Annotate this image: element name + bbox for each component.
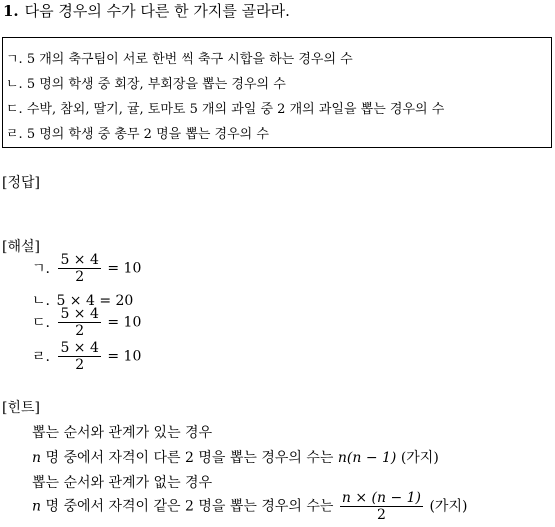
question: [3, 0, 290, 21]
question-text: 다음 경우의 수가 다른 한 가지를 골라라.: [24, 2, 290, 20]
hint-unordered-unit: (가지): [425, 498, 468, 515]
hint-ordered-title: 뽑는 순서와 관계가 있는 경우: [32, 425, 213, 441]
solution-4-label: ㄹ.: [32, 348, 50, 365]
solution-1-fraction: [58, 252, 100, 285]
solution-1: [32, 252, 141, 285]
hint-unordered-line: [32, 490, 467, 523]
solution-4-fraction: [58, 340, 100, 373]
hint-ordered-n: n: [32, 450, 42, 466]
solution-3-label: ㄷ.: [32, 314, 50, 331]
solution-1-numerator: 5 × 4: [60, 252, 99, 268]
solution-3: [32, 306, 141, 339]
hint-ordered-formula: n(n − 1): [337, 450, 397, 466]
solution-3-result: = 10: [107, 314, 142, 331]
hint-unordered-text: 명 중에서 자격이 같은 2 명을 뽑는 경우의 수는: [41, 498, 338, 515]
hint-ordered-unit: (가지): [396, 450, 439, 466]
solution-4-numerator: 5 × 4: [60, 340, 99, 356]
solution-3-numerator: 5 × 4: [60, 306, 99, 322]
hint-unordered-numerator: n × (n − 1): [341, 490, 422, 506]
explanation-label: [해설]: [2, 239, 40, 255]
option-4: ㄹ. 5 명의 학생 중 총무 2 명을 뽑는 경우의 수: [6, 127, 269, 142]
option-1: ㄱ. 5 개의 축구팀이 서로 한번 씩 축구 시합을 하는 경우의 수: [6, 52, 353, 67]
hint-unordered-n: n: [32, 498, 42, 515]
solution-1-label: ㄱ.: [32, 260, 50, 277]
solution-4-result: = 10: [107, 348, 142, 365]
solution-4-denominator: 2: [75, 357, 85, 373]
hint-ordered-line: [32, 447, 439, 467]
solution-2-label: ㄴ.: [32, 293, 50, 309]
solution-4: [32, 340, 141, 373]
hint-unordered-denominator: 2: [376, 507, 386, 523]
hint-unordered-fraction: [340, 490, 423, 523]
solution-1-denominator: 2: [75, 269, 85, 285]
hint-unordered-title: 뽑는 순서와 관계가 없는 경우: [32, 475, 213, 491]
question-number: 1.: [3, 2, 19, 20]
solution-3-denominator: 2: [75, 323, 85, 339]
option-2: ㄴ. 5 명의 학생 중 회장, 부회장을 뽑는 경우의 수: [6, 77, 286, 92]
hint-ordered-text: 명 중에서 자격이 다른 2 명을 뽑는 경우의 수는: [41, 450, 338, 466]
answer-label: [정답]: [2, 175, 40, 191]
option-3: ㄷ. 수박, 참외, 딸기, 귤, 토마토 5 개의 과일 중 2 개의 과일을 뽑는 경우의 수: [6, 102, 445, 117]
hint-label: [힌트]: [2, 400, 40, 416]
solution-1-result: = 10: [107, 260, 142, 277]
solution-2-expression: 5 × 4 = 20: [56, 293, 134, 309]
solution-3-fraction: [58, 306, 100, 339]
